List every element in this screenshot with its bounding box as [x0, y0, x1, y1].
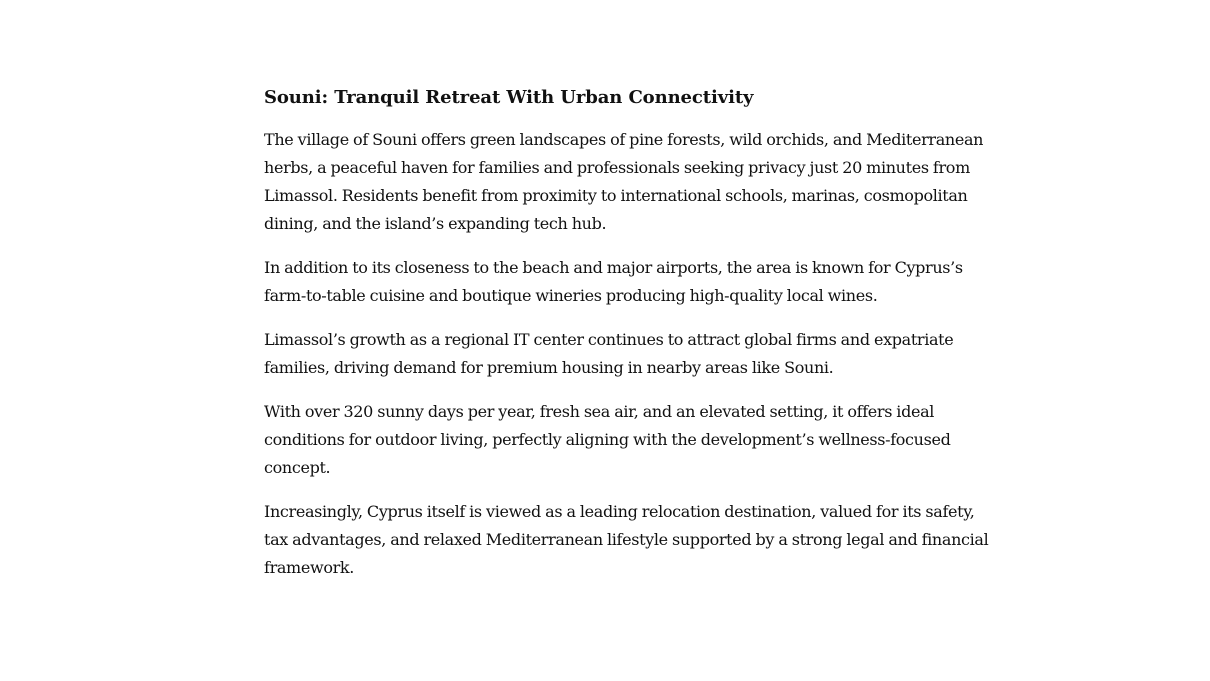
paragraph-sunny-days: With over 320 sunny days per year, fresh sea air, and an elevated setting, it offers ideal conditions for outdoor living, perfectly aligning with the development’s wellness-focused concept.	[264, 402, 951, 477]
section-heading: Souni: Tranquil Retreat With Urban Connectivity	[264, 87, 754, 108]
article-section	[264, 84, 994, 598]
paragraph-beach-airports: In addition to its closeness to the beach and major airports, the area is known for Cyprus’s farm-to-table cuisine and boutique wineries producing high-quality local wines.	[264, 258, 963, 305]
paragraph-souni-landscape: The village of Souni offers green landscapes of pine forests, wild orchids, and Mediterranean herbs, a peaceful haven for families and professionals seeking privacy just 20 minutes from Limassol. Residents benefit from proximity to international schools, marinas, cosmopolitan dining, and the island’s expanding tech hub.	[264, 130, 984, 233]
paragraph-relocation: Increasingly, Cyprus itself is viewed as a leading relocation destination, valued for its safety, tax advantages, and relaxed Mediterranean lifestyle supported by a strong legal and financial framework.	[264, 502, 989, 577]
paragraph-it-center: Limassol’s growth as a regional IT center continues to attract global firms and expatriate families, driving demand for premium housing in nearby areas like Souni.	[264, 330, 954, 377]
